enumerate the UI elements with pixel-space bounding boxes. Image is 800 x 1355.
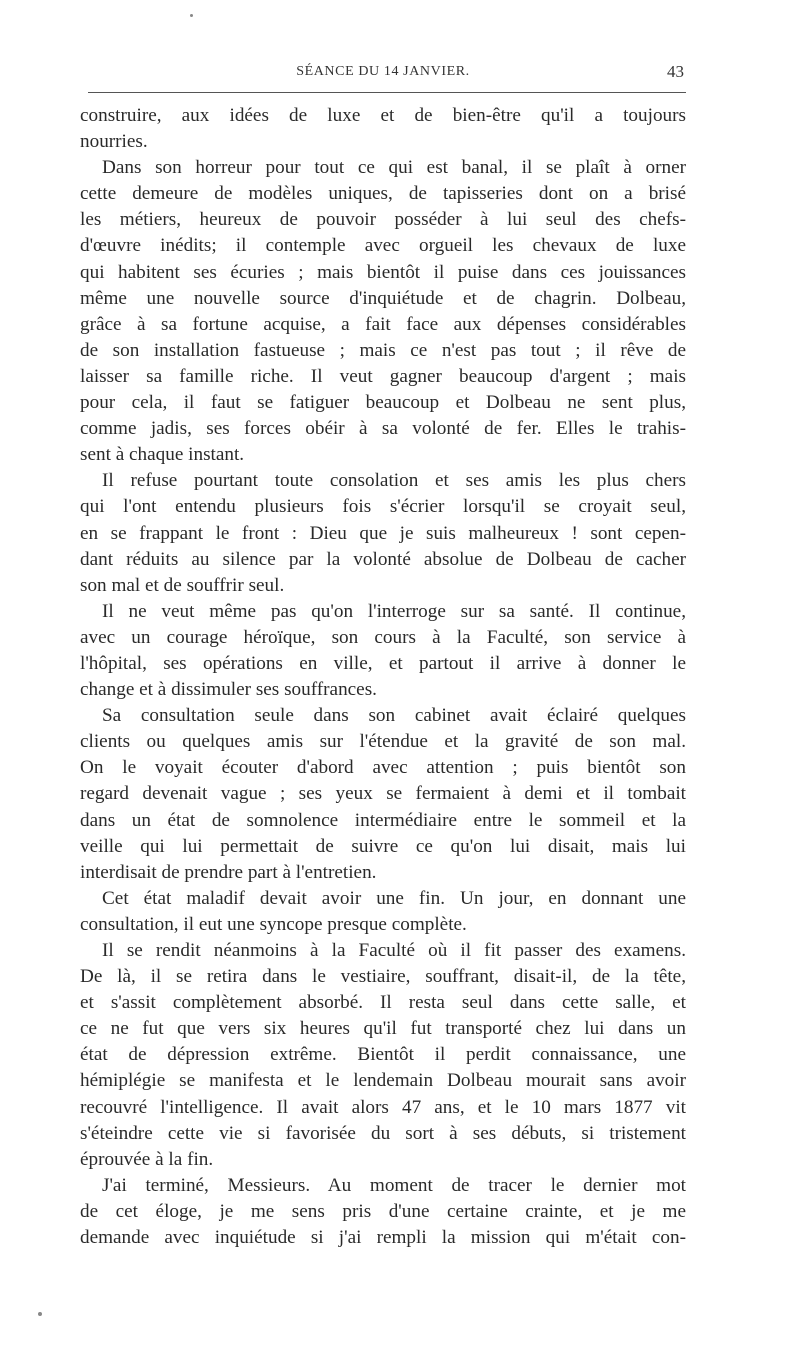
text-line: demande avec inquiétude si j'ai rempli la mission qui m'était con-	[80, 1227, 686, 1249]
print-speck	[38, 1312, 42, 1316]
text-line: éprouvée à la fin.	[80, 1148, 214, 1170]
text-line: nourries.	[80, 131, 148, 153]
paragraph	[80, 886, 686, 938]
running-head	[80, 58, 686, 86]
text-line: consultation, il eut une syncope presque complète.	[80, 913, 467, 935]
text-line: Sa consultation seule dans son cabinet avait éclairé quelques	[102, 705, 686, 727]
text-line: pour cela, il faut se fatiguer beaucoup et Dolbeau ne sent plus,	[80, 392, 686, 414]
text-line: l'hôpital, ses opérations en ville, et partout il arrive à donner le	[80, 652, 686, 674]
text-line: De là, il se retira dans le vestiaire, souffrant, disait-il, de la tête,	[80, 966, 686, 988]
text-line: J'ai terminé, Messieurs. Au moment de tracer le dernier mot	[102, 1174, 686, 1196]
text-line: son mal et de souffrir seul.	[80, 574, 285, 596]
text-line: état de dépression extrême. Bientôt il perdit connaissance, une	[80, 1044, 686, 1066]
text-line: recouvré l'intelligence. Il avait alors 47 ans, et le 10 mars 1877 vit	[80, 1096, 686, 1118]
paragraph	[80, 103, 686, 155]
paragraph	[80, 155, 686, 468]
text-line: change et à dissimuler ses souffrances.	[80, 679, 377, 701]
text-line: dans un état de somnolence intermédiaire entre le sommeil et la	[80, 809, 686, 831]
book-page	[80, 58, 686, 1251]
text-line: On le voyait écouter d'abord avec attention ; puis bientôt son	[80, 757, 686, 779]
text-line: qui l'ont entendu plusieurs fois s'écrier lorsqu'il se croyait seul,	[80, 496, 686, 518]
text-line: qui habitent ses écuries ; mais bientôt il puise dans ces jouissances	[80, 261, 686, 283]
text-line: clients ou quelques amis sur l'étendue et la gravité de son mal.	[80, 731, 686, 753]
text-line: Il refuse pourtant toute consolation et ses amis les plus chers	[102, 470, 686, 492]
paragraph	[80, 938, 686, 1173]
print-speck	[190, 14, 193, 17]
text-line: comme jadis, ses forces obéir à sa volonté de fer. Elles le trahis-	[80, 418, 686, 440]
text-line: cette demeure de modèles uniques, de tapisseries dont on a brisé	[80, 183, 686, 205]
paragraph	[80, 1173, 686, 1251]
text-line: Il ne veut même pas qu'on l'interroge sur sa santé. Il continue,	[102, 600, 686, 622]
text-line: Dans son horreur pour tout ce qui est banal, il se plaît à orner	[102, 157, 686, 179]
paragraph	[80, 468, 686, 598]
text-line: les métiers, heureux de pouvoir posséder à lui seul des chefs-	[80, 209, 686, 231]
text-line: veille qui lui permettait de suivre ce qu'on lui disait, mais lui	[80, 835, 686, 857]
text-line: avec un courage héroïque, son cours à la Faculté, son service à	[80, 626, 686, 648]
text-line: construire, aux idées de luxe et de bien-être qu'il a toujours	[80, 105, 686, 126]
text-line: Il se rendit néanmoins à la Faculté où il fit passer des examens.	[102, 940, 686, 961]
text-line: de son installation fastueuse ; mais ce n'est pas tout ; il rêve de	[80, 339, 686, 361]
text-line: s'éteindre cette vie si favorisée du sort à ses débuts, si tristement	[80, 1122, 686, 1144]
text-line: d'œuvre inédits; il contemple avec orgueil les chevaux de luxe	[80, 235, 686, 257]
text-line: ce ne fut que vers six heures qu'il fut transporté chez lui dans un	[80, 1018, 686, 1040]
text-line: interdisait de prendre part à l'entretien.	[80, 861, 377, 883]
text-line: même une nouvelle source d'inquiétude et de chagrin. Dolbeau,	[80, 287, 686, 309]
text-line: hémiplégie se manifesta et le lendemain Dolbeau mourait sans avoir	[80, 1070, 686, 1092]
text-line: dant réduits au silence par la volonté absolue de Dolbeau de cacher	[80, 548, 686, 570]
paragraph	[80, 599, 686, 703]
body-text	[80, 103, 686, 1251]
text-line: Cet état maladif devait avoir une fin. Un jour, en donnant une	[102, 887, 686, 909]
page-number: 43	[667, 62, 684, 81]
header-rule	[88, 92, 686, 93]
text-line: laisser sa famille riche. Il veut gagner beaucoup d'argent ; mais	[80, 365, 686, 387]
text-line: sent à chaque instant.	[80, 444, 245, 466]
text-line: de cet éloge, je me sens pris d'une certaine crainte, et je me	[80, 1200, 686, 1222]
text-line: en se frappant le front : Dieu que je suis malheureux ! sont cepen-	[80, 522, 686, 544]
text-line: grâce à sa fortune acquise, a fait face aux dépenses considérables	[80, 313, 686, 335]
paragraph	[80, 703, 686, 886]
running-title: SÉANCE DU 14 JANVIER.	[296, 64, 470, 79]
text-line: regard devenait vague ; ses yeux se fermaient à demi et il tombait	[80, 783, 686, 805]
text-line: et s'assit complètement absorbé. Il resta seul dans cette salle, et	[80, 992, 686, 1014]
